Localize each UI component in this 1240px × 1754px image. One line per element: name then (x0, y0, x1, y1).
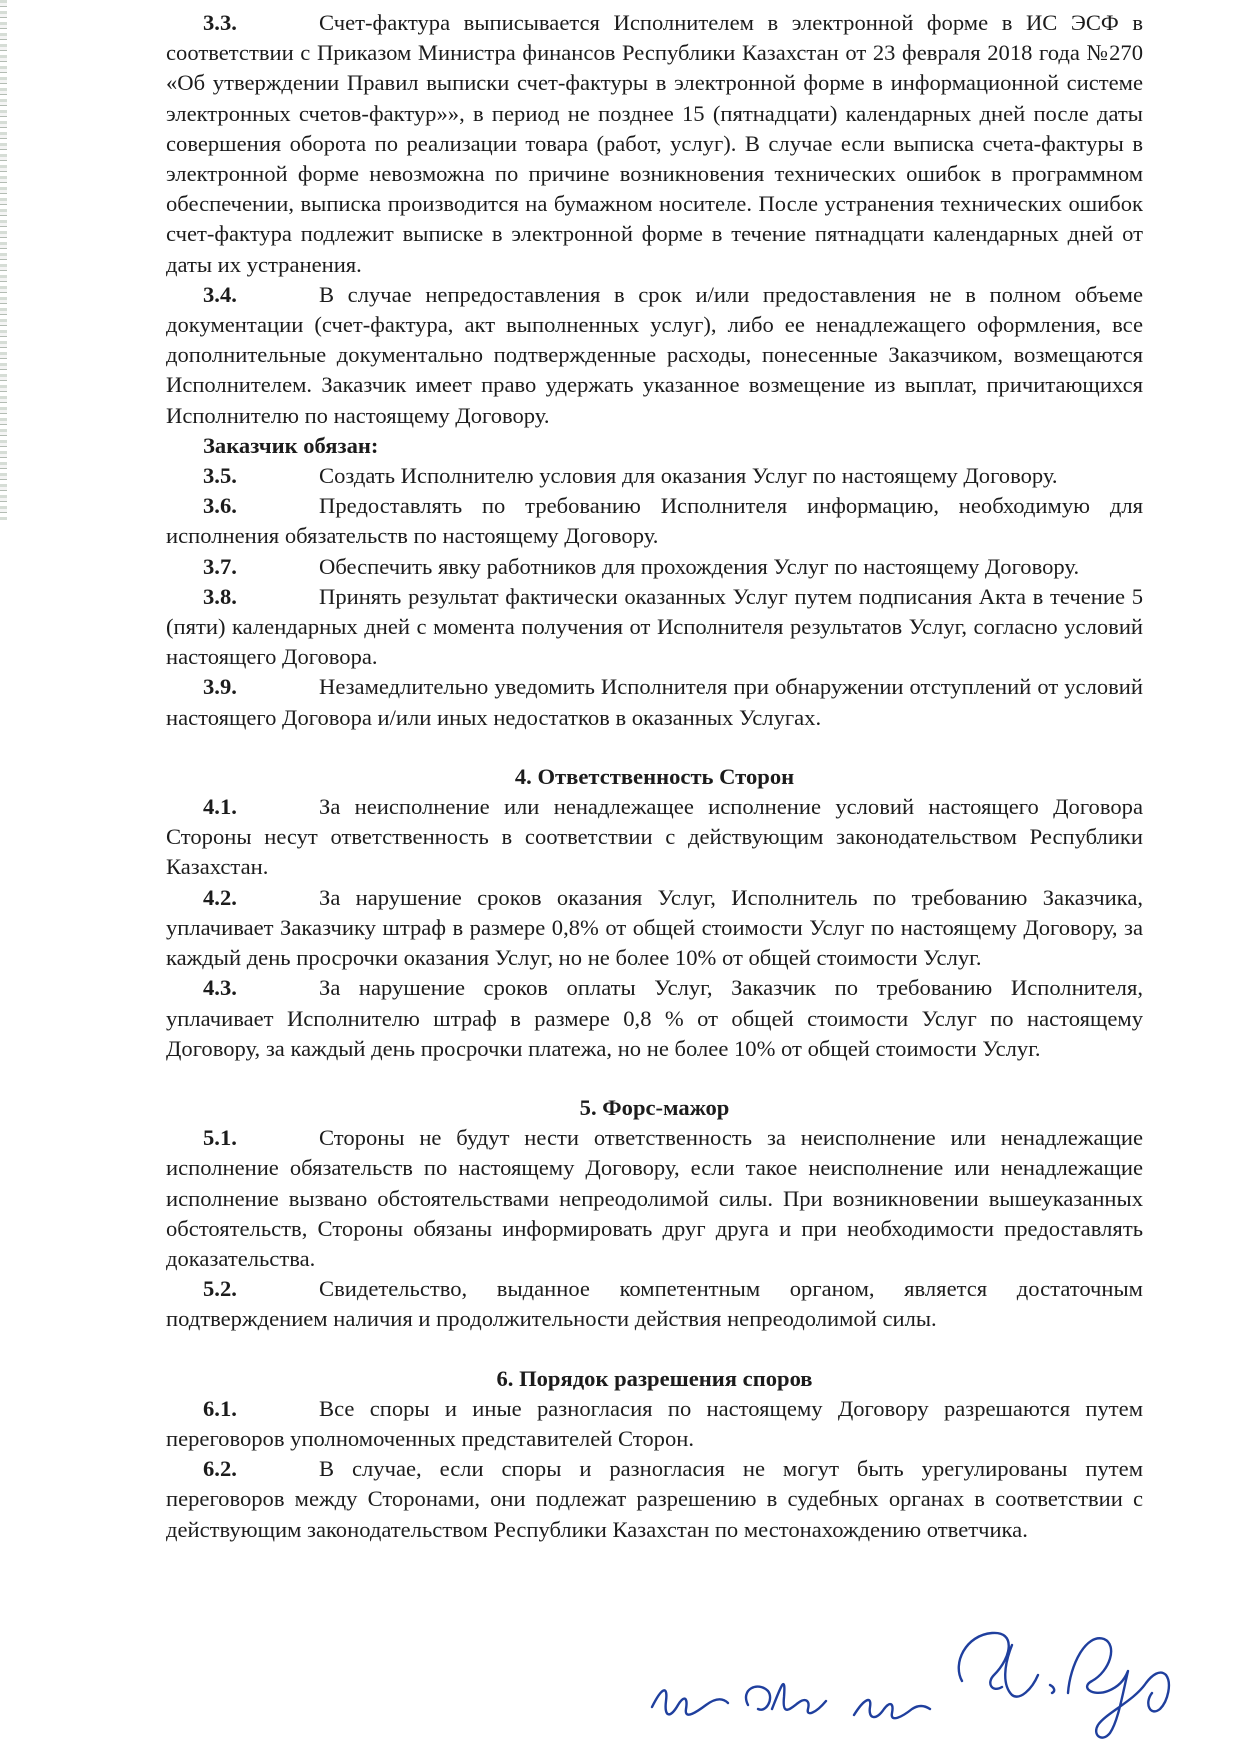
clause-text: Все споры и иные разногласия по настоящему Договору разрешаются путем переговоров уполномоченных представителей Сторон. (166, 1395, 1143, 1451)
clause-5-1 (166, 1123, 1143, 1274)
clause-number: 6.1. (203, 1395, 237, 1421)
clause-number: 3.5. (203, 463, 237, 489)
clause-text: Незамедлительно уведомить Исполнителя при обнаружении отступлений от условий настоящего Договора и/или иных недостатков в оказанных Услугах. (166, 674, 1143, 730)
clause-number: 3.6. (203, 493, 237, 519)
contract-text (166, 8, 1143, 1545)
section-gap (166, 1335, 1143, 1364)
initials-3-signature (854, 1700, 930, 1718)
clause-number: 3.4. (203, 281, 237, 307)
clause-text: За неисполнение или ненадлежащее исполнение условий настоящего Договора Стороны несут ответственность в соответствии с действующим законодательством Республики Казахстан. (166, 794, 1143, 880)
clause-text: Стороны не будут нести ответственность за неисполнение или ненадлежащие исполнение обязательств по настоящему Договору, если такое неисполнение или ненадлежащие исполнение вызвано обстоятельствами непреодолимой силы. При возникновении вышеуказанных обстоятельств, Стороны обязаны информировать друг друга и при необходимости предоставлять доказательства. (166, 1125, 1143, 1271)
clause-number: 5.2. (203, 1276, 237, 1302)
clause-text: За нарушение сроков оказания Услуг, Исполнитель по требованию Заказчика, уплачивает Заказчику штраф в размере 0,8% от общей стоимости Услуг по настоящему Договору, за каждый день просрочки оказания Услуг, но не более 10% от общей стоимости Услуг. (166, 884, 1143, 971)
section-gap (166, 733, 1143, 762)
initials-1-signature (652, 1690, 728, 1714)
clause-number: 3.7. (203, 553, 237, 579)
clause-6-1 (166, 1394, 1143, 1454)
clause-number: 3.9. (203, 674, 237, 700)
section-heading-5: 5. Форс-мажор (579, 1094, 730, 1120)
clause-3-8 (166, 582, 1143, 673)
clause-4-2 (166, 883, 1143, 974)
signatures-area (640, 1605, 1200, 1745)
clause-3-6 (166, 491, 1143, 551)
clause-4-1 (166, 792, 1143, 883)
clause-text: Обеспечить явку работников для прохождения Услуг по настоящему Договору. (319, 553, 1080, 579)
clause-text: Свидетельство, выданное компетентным органом, является достаточным подтверждением наличия и продолжительности действия непреодолимой силы. (166, 1276, 1143, 1332)
main-signature (959, 1633, 1169, 1738)
clause-6-2 (166, 1454, 1143, 1545)
scan-edge-artifact (0, 0, 7, 520)
clause-text: Принять результат фактически оказанных Услуг путем подписания Акта в течение 5 (пяти) календарных дней с момента получения от Исполнителя результатов Услуг, согласно условий настоящего Договора. (166, 583, 1143, 670)
clause-number: 6.2. (203, 1456, 237, 1482)
clause-text: Предоставлять по требованию Исполнителя информацию, необходимую для исполнения обязательств по настоящему Договору. (166, 493, 1143, 549)
clause-number: 3.3. (203, 10, 237, 35)
clause-number: 5.1. (203, 1125, 237, 1151)
clause-3-9 (166, 672, 1143, 732)
clause-number: 4.2. (203, 884, 237, 910)
clause-3-4 (166, 280, 1143, 431)
clause-3-7 (166, 552, 1143, 582)
clause-4-3 (166, 973, 1143, 1064)
clause-text: Счет-фактура выписывается Исполнителем в электронной форме в ИС ЭСФ в соответствии с Приказом Министра финансов Республики Казахстан от 23 февраля 2018 года №270 «Об утверждении Правил выписки счет-фактуры в электронной форме в информационной системе электронных счетов-фактур»», в период не позднее 15 (пятнадцати) календарных дней после даты совершения оборота по реализации товара (работ, услуг). В случае если выписка счета-фактуры в электронной форме невозможна по причине возникновения технических ошибок в программном обеспечении, выписка производится на бумажном носителе. После устранения технических ошибок счет-фактура подлежит выписке в электронной форме в течение пятнадцати календарных дней от даты их устранения. (166, 10, 1143, 277)
clause-number: 4.1. (203, 794, 237, 820)
clause-3-3 (166, 8, 1143, 280)
clause-text: За нарушение сроков оплаты Услуг, Заказчик по требованию Исполнителя, уплачивает Исполнителю штраф в размере 0,8 % от общей стоимости Услуг по настоящему Договору, за каждый день просрочки платежа, но не более 10% от общей стоимости Услуг. (166, 975, 1143, 1061)
signatures-svg (640, 1605, 1200, 1745)
clause-text: Создать Исполнителю условия для оказания Услуг по настоящему Договору. (319, 463, 1058, 489)
clause-5-2 (166, 1274, 1143, 1334)
subheading-customer-obligations: Заказчик обязан: (203, 432, 379, 458)
clause-number: 3.8. (203, 583, 237, 609)
clause-text: В случае, если споры и разногласия не могут быть урегулированы путем переговоров между Сторонами, они подлежат разрешению в судебных органах в соответствии с действующим законодательством Республики Казахстан по местонахождению ответчика. (166, 1456, 1143, 1542)
clause-3-5 (166, 461, 1143, 491)
section-heading-4: 4. Ответственность Сторон (514, 763, 795, 789)
section-heading-6: 6. Порядок разрешения споров (496, 1365, 813, 1391)
clause-text: В случае непредоставления в срок и/или предоставления не в полном объеме документации (счет-фактура, акт выполненных услуг), либо ее ненадлежащего оформления, все дополнительные документально подтвержденные расходы, понесенные Заказчиком, возмещаются Исполнителем. Заказчик имеет право удержать указанное возмещение из выплат, причитающихся Исполнителю по настоящему Договору. (166, 281, 1143, 428)
initials-2-signature (746, 1684, 826, 1713)
section-gap (166, 1064, 1143, 1093)
clause-number: 4.3. (203, 975, 237, 1001)
